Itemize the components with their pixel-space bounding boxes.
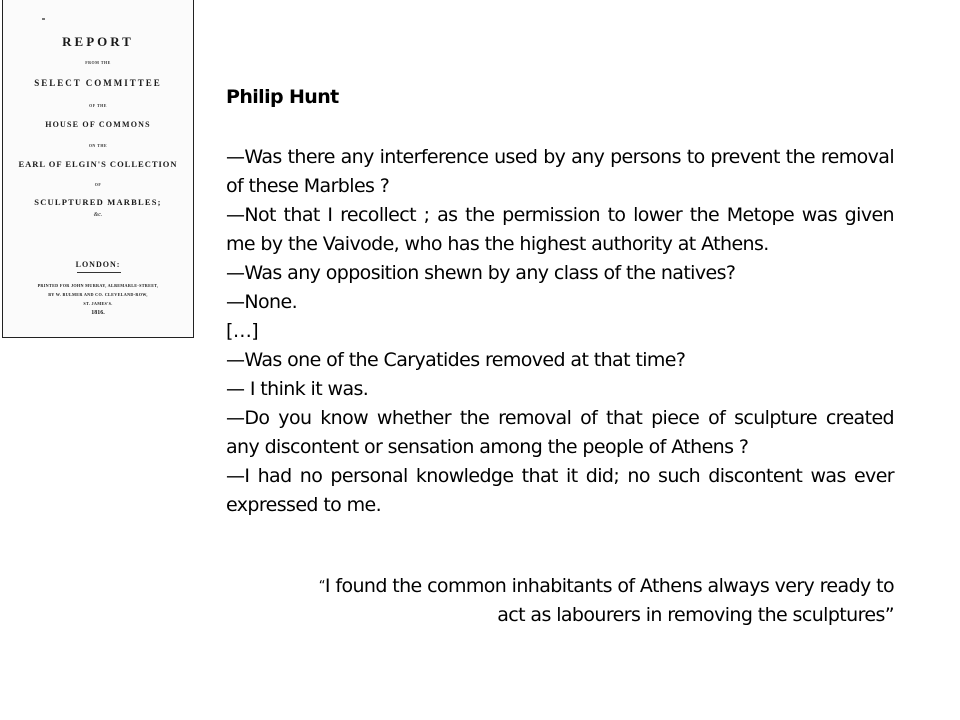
- testimony-dialogue: [226, 143, 894, 520]
- cover-year: 1816.: [91, 310, 105, 316]
- cover-printer-3: ST. JAMES'S.: [83, 301, 113, 306]
- quote-text-1: I found the common inhabitants of Athens always very ready to: [324, 575, 894, 597]
- dialogue-line: — I think it was.: [226, 378, 369, 400]
- speaker-name: Philip Hunt: [226, 86, 339, 108]
- cover-of-the: OF THE: [89, 103, 107, 108]
- cover-etc: &c.: [93, 212, 103, 218]
- cover-printer-2: BY W. BULMER AND CO. CLEVELAND-ROW,: [48, 292, 148, 297]
- report-title-page-image: [2, 0, 194, 338]
- dialogue-line: —I had no personal knowledge that it did; no such discontent was ever expressed to me.: [226, 465, 894, 516]
- cover-london: LONDON:: [75, 260, 121, 269]
- dialogue-line: […]: [226, 320, 259, 342]
- dialogue-line: —Do you know whether the removal of that piece of sculpture created any discontent or sensation among the people of Athens ?: [226, 407, 894, 458]
- cover-on-the: ON THE: [88, 143, 108, 148]
- dialogue-line: —Was any opposition shewn by any class of the natives?: [226, 262, 736, 284]
- cover-from-the: FROM THE: [85, 60, 111, 65]
- dialogue-line: —Was there any interference used by any persons to prevent the removal of these Marbles ?: [226, 146, 894, 197]
- cover-printer-1: PRINTED FOR JOHN MURRAY, ALBEMARLE-STREET,: [37, 283, 159, 288]
- quote-line-2: act as labourers in removing the sculptures”: [497, 604, 894, 626]
- cover-report-heading: REPORT: [62, 34, 134, 49]
- pull-quote: [226, 572, 894, 630]
- dialogue-line: —None.: [226, 291, 298, 313]
- cover-of: OF: [94, 182, 102, 187]
- cover-house: HOUSE OF COMMONS: [45, 120, 151, 129]
- dialogue-line: —Was one of the Caryatides removed at that time?: [226, 349, 686, 371]
- cover-marbles: SCULPTURED MARBLES;: [34, 197, 162, 207]
- dialogue-line: —Not that I recollect ; as the permission to lower the Metope was given me by the Vaivode, who has the highest authority at Athens.: [226, 204, 894, 255]
- quote-line-1: [226, 572, 894, 601]
- page-mark: [42, 18, 45, 20]
- cover-committee: SELECT COMMITTEE: [34, 78, 162, 88]
- cover-london-underline: [77, 272, 121, 273]
- open-quote-mark: “: [318, 579, 325, 594]
- cover-elgin: EARL OF ELGIN'S COLLECTION: [18, 159, 178, 169]
